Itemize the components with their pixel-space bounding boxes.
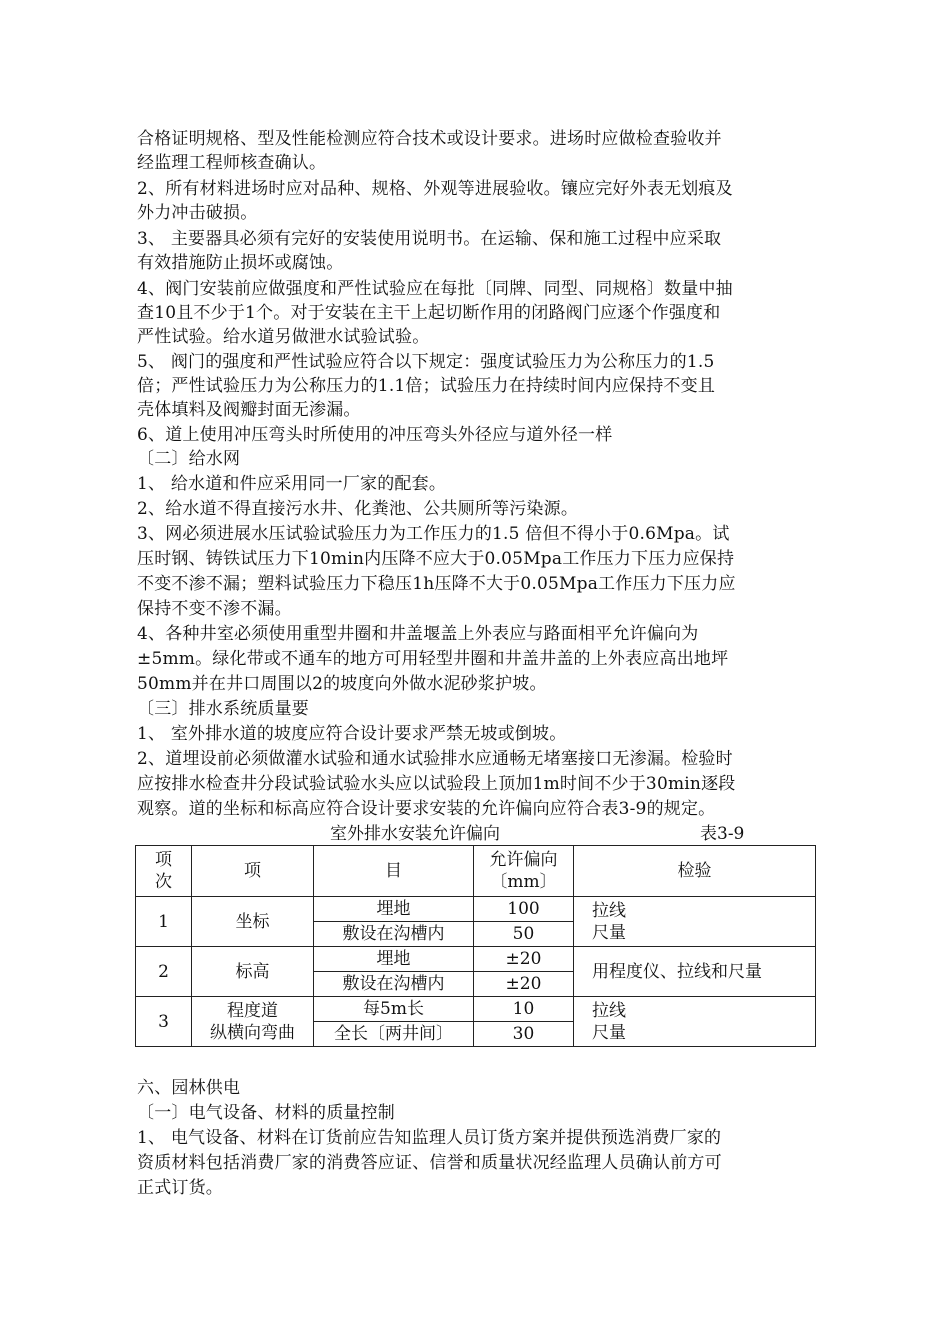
cell-method: 用程度仪、拉线和尺量 <box>574 947 816 997</box>
section-heading: 〔三〕排水系统质量要 <box>137 699 309 719</box>
paragraph-line: 资质材料包括消费厂家的消费答应证、信誉和质量状况经监理人员确认前方可 <box>137 1153 722 1173</box>
paragraph-line: 50mm并在井口周围以2的坡度向外做水泥砂浆护坡。 <box>137 674 547 694</box>
cell-item: 标高 <box>192 947 314 997</box>
paragraph-line: 不变不渗不漏；塑料试验压力下稳压1h压降不大于0.05Mpa工作压力下压力应 <box>137 574 736 594</box>
cell-method: 拉线 尺量 <box>574 897 816 947</box>
paragraph-line: 3、网必须进展水压试验试验压力为工作压力的1.5 倍但不得小于0.6Mpa。试 <box>137 524 730 544</box>
paragraph-line: 1、 室外排水道的坡度应符合设计要求严禁无坡或倒坡。 <box>137 724 567 744</box>
section-heading: 〔二〕给水网 <box>137 449 241 469</box>
paragraph-line: 严性试验。给水道另做泄水试验试验。 <box>137 327 430 347</box>
paragraph-line: 壳体填料及阀瓣封面无渗漏。 <box>137 400 361 420</box>
paragraph-line: 经监理工程师核查确认。 <box>137 153 327 173</box>
table-row <box>136 897 816 922</box>
cell-deviation: 100 <box>474 897 574 922</box>
cell-item: 坐标 <box>192 897 314 947</box>
cell-subitem: 敷设在沟槽内 <box>314 972 474 997</box>
cell-deviation: 10 <box>474 997 574 1022</box>
paragraph-line: 2、道埋设前必须做灌水试验和通水试验排水应通畅无堵塞接口无渗漏。检验时 <box>137 749 733 769</box>
cell-seq: 1 <box>136 897 192 947</box>
cell-deviation: ±20 <box>474 972 574 997</box>
header-item: 项 <box>192 846 314 897</box>
paragraph-line: 查10且不少于1个。对于安装在主干上起切断作用的闭路阀门应逐个作强度和 <box>137 303 721 323</box>
cell-seq: 2 <box>136 947 192 997</box>
table-caption: 室外排水安装允许偏向 <box>330 824 500 844</box>
cell-subitem: 全长〔两井间〕 <box>314 1022 474 1047</box>
header-deviation: 允许偏向 〔mm〕 <box>474 846 574 897</box>
paragraph-line: 1、 电气设备、材料在订货前应告知监理人员订货方案并提供预选消费厂家的 <box>137 1128 722 1148</box>
paragraph-line: 2、所有材料进场时应对品种、规格、外观等进展验收。镶应完好外表无划痕及 <box>137 179 733 199</box>
cell-seq: 3 <box>136 997 192 1047</box>
cell-deviation: 50 <box>474 922 574 947</box>
cell-subitem: 敷设在沟槽内 <box>314 922 474 947</box>
paragraph-line: 观察。道的坐标和标高应符合设计要求安装的允许偏向应符合表3-9的规定。 <box>137 799 716 819</box>
paragraph-line: ±5mm。绿化带或不通车的地方可用轻型井圈和井盖井盖的上外表应高出地坪 <box>137 649 729 669</box>
paragraph-line: 2、给水道不得直接污水井、化粪池、公共厕所等污染源。 <box>137 499 579 519</box>
cell-subitem: 埋地 <box>314 947 474 972</box>
header-method: 检验 <box>574 846 816 897</box>
cell-deviation: 30 <box>474 1022 574 1047</box>
table-row <box>136 947 816 972</box>
paragraph-line: 压时钢、铸铁试压力下10min内压降不应大于0.05Mpa工作压力下压力应保持 <box>137 549 735 569</box>
cell-subitem: 每5m长 <box>314 997 474 1022</box>
paragraph-line: 倍；严性试验压力为公称压力的1.1倍；试验压力在持续时间内应保持不变且 <box>137 376 716 396</box>
paragraph-line: 外力冲击破损。 <box>137 203 258 223</box>
paragraph-line: 1、 给水道和件应采用同一厂家的配套。 <box>137 474 447 494</box>
table-header-row <box>136 846 816 897</box>
chapter-heading: 六、园林供电 <box>137 1078 241 1098</box>
paragraph-line: 5、 阀门的强度和严性试验应符合以下规定：强度试验压力为公称压力的1.5 <box>137 352 715 372</box>
paragraph-line: 有效措施防止损坏或腐蚀。 <box>137 253 344 273</box>
paragraph-line: 4、各种井室必须使用重型井圈和井盖堰盖上外表应与路面相平允许偏向为 <box>137 624 699 644</box>
deviation-table <box>135 845 816 1047</box>
cell-item: 程度道 纵横向弯曲 <box>192 997 314 1047</box>
paragraph-line: 正式订货。 <box>137 1178 223 1198</box>
paragraph-line: 保持不变不渗不漏。 <box>137 599 292 619</box>
cell-subitem: 埋地 <box>314 897 474 922</box>
paragraph-line: 3、 主要器具必须有完好的安装使用说明书。在运输、保和施工过程中应采取 <box>137 229 722 249</box>
header-subitem: 目 <box>314 846 474 897</box>
cell-deviation: ±20 <box>474 947 574 972</box>
table-row <box>136 997 816 1022</box>
table-number: 表3-9 <box>700 824 745 844</box>
section-heading: 〔一〕电气设备、材料的质量控制 <box>137 1103 395 1123</box>
paragraph-line: 6、道上使用冲压弯头时所使用的冲压弯头外径应与道外径一样 <box>137 425 613 445</box>
header-seq: 项 次 <box>136 846 192 897</box>
paragraph-line: 合格证明规格、型及性能检测应符合技术或设计要求。进场时应做检查验收并 <box>137 129 722 149</box>
paragraph-line: 4、阀门安装前应做强度和严性试验应在每批〔同牌、同型、同规格〕数量中抽 <box>137 279 733 299</box>
paragraph-line: 应按排水检查井分段试验试验水头应以试验段上顶加1m时间不少于30min逐段 <box>137 774 736 794</box>
cell-method: 拉线 尺量 <box>574 997 816 1047</box>
